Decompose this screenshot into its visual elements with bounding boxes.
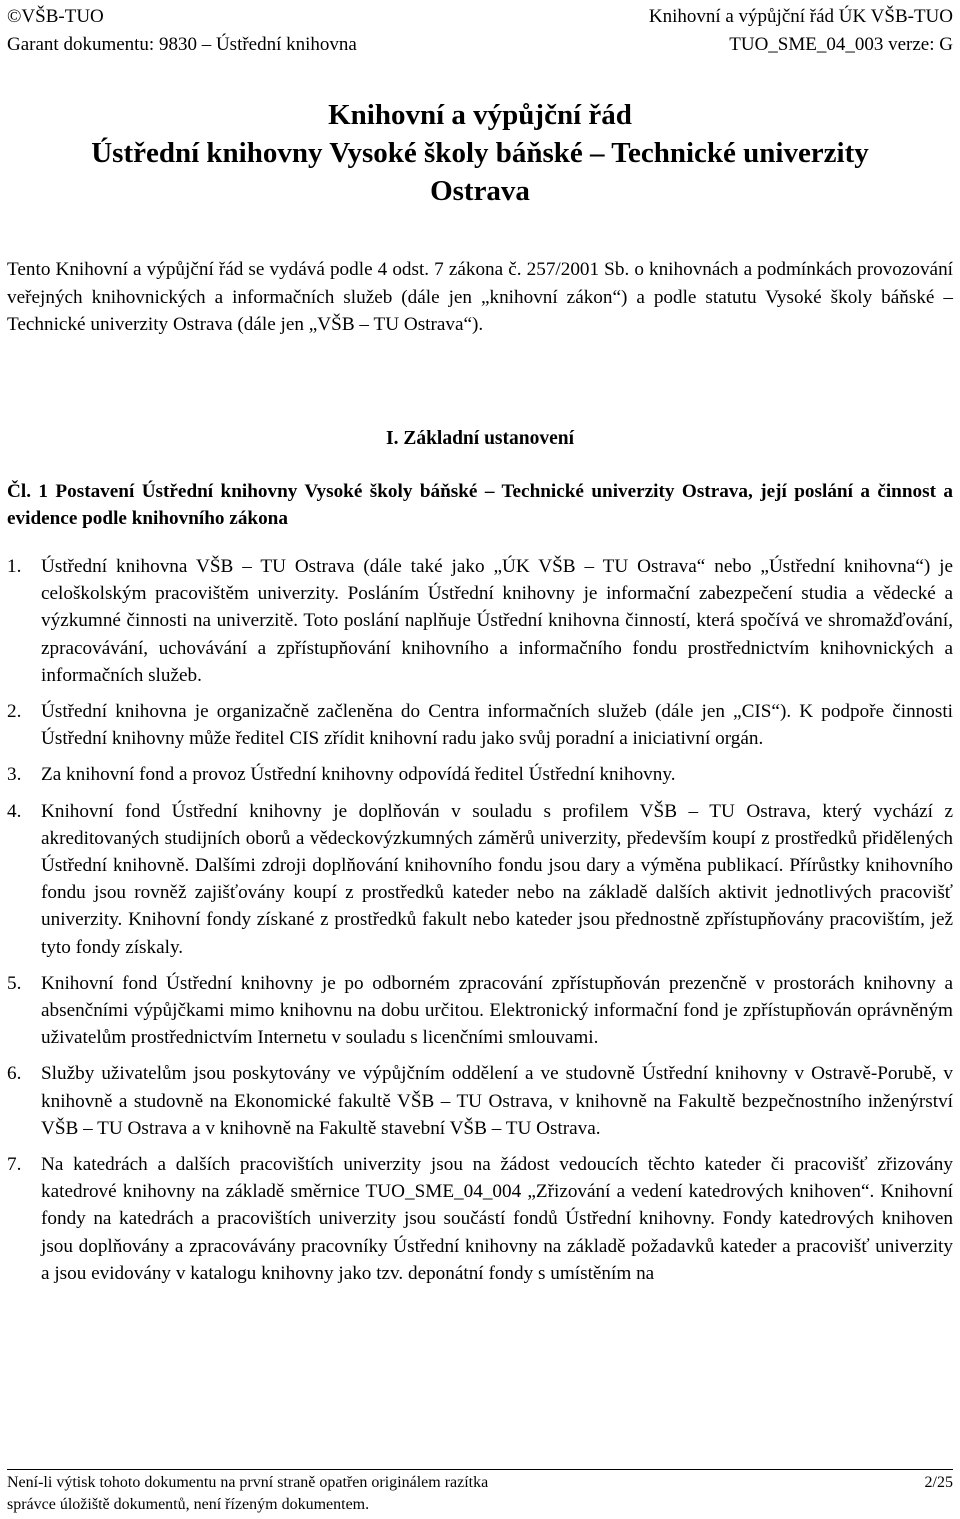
item-text: Za knihovní fond a provoz Ústřední knihovny odpovídá ředitel Ústřední knihovny. xyxy=(41,764,676,786)
item-number: 3. xyxy=(7,764,22,786)
item-text: Na katedrách a dalších pracovištích univerzity jsou na žádost vedoucích těchto kateder či pracovišť zřizovány katedrové knihovny na základě směrnice TUO_SME_04_004 „Zřizování a vedení katedrových knihoven“. Knihovní fondy na katedrách a pracovištích univerzity jsou součástí fondů Ústřední knihovny. Fondy katedrových knihoven jsou doplňovány a zpracovávány pracovníky Ústřední knihovny na základě požadavků kateder a pracovišť univerzity a jsou evidovány v katalogu knihovny jako tzv. deponátní fondy s umístěním na xyxy=(41,1154,953,1284)
item-number: 6. xyxy=(7,1063,22,1085)
item-text: Ústřední knihovna je organizačně začleněna do Centra informačních služeb (dále jen „CIS“). K podpoře činnosti Ústřední knihovny může ředitel CIS zřídit knihovní radu jako svůj poradní a iniciativní orgán. xyxy=(41,701,953,750)
footer-notice-line-1: Není-li výtisk tohoto dokumentu na první straně opatřen originálem razítka xyxy=(7,1474,489,1491)
page-title xyxy=(0,96,960,210)
title-line-2: Ústřední knihovny Vysoké školy báňské – Technické univerzity xyxy=(91,137,869,169)
item-text: Ústřední knihovna VŠB – TU Ostrava (dále také jako „ÚK VŠB – TU Ostrava“ nebo „Ústřední knihovna“) je celoškolským pracovištěm univerzity. Posláním Ústřední knihovny je informační zabezpečení studia a vědecké a výzkumné činnosti na univerzitě. Toto poslání naplňuje Ústřední knihovna činností, která spočívá ve shromažďování, zpracovávání, uchovávání a zpřístupňování knihovního a informačního fondu prostřednictvím knihovnických a informačních služeb. xyxy=(41,556,953,686)
copyright-label: ©VŠB-TUO xyxy=(7,6,104,27)
page-number: 2/25 xyxy=(924,1474,953,1491)
document-guarantor-label: Garant dokumentu: 9830 – Ústřední knihovna xyxy=(7,34,357,55)
list-item xyxy=(7,1060,953,1142)
item-number: 5. xyxy=(7,972,22,994)
item-number: 2. xyxy=(7,701,22,723)
section-heading: I. Základní ustanovení xyxy=(385,428,575,449)
item-text: Knihovní fond Ústřední knihovny je po odborném zpracování zpřístupňován prezenčně v prostorách knihovny a absenčními výpůjčkami mimo knihovnu na dobu určitou. Elektronický informační fond je zpřístupňován oprávněným uživatelům prostřednictvím Internetu v souladu s licenčními smlouvami. xyxy=(41,972,953,1049)
list-item xyxy=(7,761,953,788)
item-number: 1. xyxy=(7,556,22,577)
item-text: Služby uživatelům jsou poskytovány ve výpůjčním oddělení a ve studovně Ústřední knihovny v Ostravě-Porubě, v knihovně a studovně na Ekonomické fakultě VŠB – TU Ostrava, v knihovně na Fakultě bezpečnostního inženýrství VŠB – TU Ostrava a v knihovně na Fakultě stavební VŠB – TU Ostrava. xyxy=(41,1063,953,1139)
page-header-bottom xyxy=(7,34,953,56)
footer-divider xyxy=(7,1469,953,1470)
footer-notice-line-2: správce úložiště dokumentů, není řízeným dokumentem. xyxy=(7,1496,370,1513)
item-number: 7. xyxy=(7,1154,22,1176)
intro-paragraph: Tento Knihovní a výpůjční řád se vydává podle 4 odst. 7 zákona č. 257/2001 Sb. o knihovnách a podmínkách provozování veřejných knihovnických a informačních služeb (dále jen „knihovní zákon“) a podle statutu Vysoké školy báňské – Technické univerzity Ostrava (dále jen „VŠB – TU Ostrava“). xyxy=(7,259,953,335)
article-items xyxy=(7,553,953,1296)
page-footer xyxy=(7,1473,953,1493)
title-line-3: Ostrava xyxy=(430,175,530,207)
list-item xyxy=(7,698,953,752)
item-text: Knihovní fond Ústřední knihovny je doplňován v souladu s profilem VŠB – TU Ostrava, který vychází z akreditovaných studijních oborů a vědeckovýzkumných záměrů univerzity, především koupí z prostředků přidělených Ústřední knihovně. Dalšími zdroji doplňování knihovního fondu jsou dary a výměna publikací. Přírůstky knihovního fondu jsou rovněž zajišťovány koupí z prostředků kateder nebo na základě dalších aktivit jednotlivých pracovišť univerzity. Knihovní fondy získané z prostředků fakult nebo kateder jsou přednostně zpřístupňovány pracovištím, jež tyto fondy získaly. xyxy=(41,800,953,958)
item-number: 4. xyxy=(7,800,22,822)
list-item xyxy=(7,1151,953,1287)
page-header-top xyxy=(7,6,953,28)
list-item xyxy=(7,798,953,961)
article-heading: Čl. 1 Postavení Ústřední knihovny Vysoké školy báňské – Technické univerzity Ostrava, její poslání a činnost a evidence podle knihovního zákona xyxy=(7,481,953,529)
list-item xyxy=(7,970,953,1052)
title-line-1: Knihovní a výpůjční řád xyxy=(328,99,632,131)
document-title-label: Knihovní a výpůjční řád ÚK VŠB-TUO xyxy=(648,6,953,27)
list-item xyxy=(7,553,953,689)
document-code-label: TUO_SME_04_003 verze: G xyxy=(729,34,953,55)
